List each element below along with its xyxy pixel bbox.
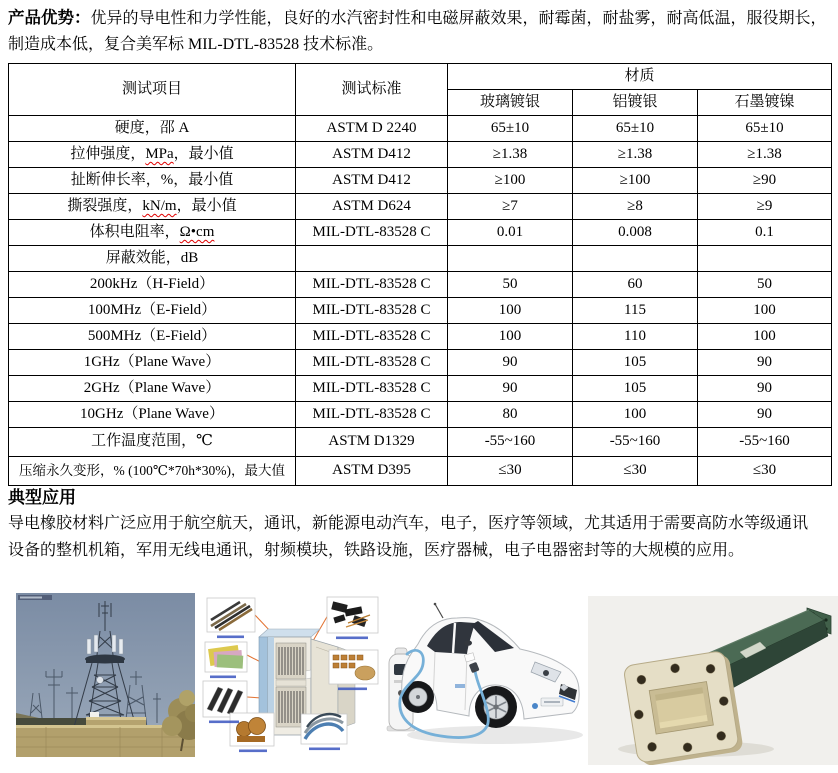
value-cell: ≥1.38 bbox=[448, 142, 573, 168]
ze-badge bbox=[455, 684, 465, 688]
table-row bbox=[9, 428, 832, 457]
test-item-cell: 体积电阻率，Ω•cm bbox=[9, 220, 296, 246]
material-graphite-nickel-header: 石墨镀镍 bbox=[698, 90, 832, 116]
value-cell: 80 bbox=[448, 402, 573, 428]
value-cell: 50 bbox=[698, 272, 832, 298]
value-cell: ≥100 bbox=[448, 168, 573, 194]
value-cell: ≤30 bbox=[448, 457, 573, 486]
value-cell: 90 bbox=[698, 376, 832, 402]
test-standard-cell: ASTM D 2240 bbox=[296, 116, 448, 142]
spec-table-body bbox=[9, 116, 832, 486]
value-cell: 60 bbox=[573, 272, 698, 298]
value-cell: 110 bbox=[573, 324, 698, 350]
value-cell: 65±10 bbox=[698, 116, 832, 142]
telecom-cabinet-diagram bbox=[202, 595, 383, 760]
electric-car-charging-photo bbox=[383, 592, 588, 760]
product-advantages-line1 bbox=[8, 5, 834, 32]
value-cell: 90 bbox=[448, 376, 573, 402]
value-cell: 100 bbox=[698, 298, 832, 324]
typical-applications-paragraph bbox=[8, 510, 834, 564]
value-cell: 90 bbox=[698, 350, 832, 376]
table-row bbox=[9, 376, 832, 402]
value-cell: 100 bbox=[448, 324, 573, 350]
value-cell: 115 bbox=[573, 298, 698, 324]
value-cell: ≤30 bbox=[698, 457, 832, 486]
table-row bbox=[9, 402, 832, 428]
table-row bbox=[9, 457, 832, 486]
value-cell: ≥7 bbox=[448, 194, 573, 220]
table-header-row-1 bbox=[9, 64, 832, 90]
test-item-cell: 撕裂强度，kN/m，最小值 bbox=[9, 194, 296, 220]
value-cell: ≥100 bbox=[573, 168, 698, 194]
test-item-cell: 拉伸强度，MPa，最小值 bbox=[9, 142, 296, 168]
value-cell: 50 bbox=[448, 272, 573, 298]
test-standard-cell: MIL-DTL-83528 C bbox=[296, 220, 448, 246]
test-standard-cell: MIL-DTL-83528 C bbox=[296, 350, 448, 376]
value-cell: 100 bbox=[573, 402, 698, 428]
typical-applications-heading: 典型应用 bbox=[8, 488, 76, 507]
table-row bbox=[9, 272, 832, 298]
value-cell bbox=[448, 246, 573, 272]
table-row bbox=[9, 298, 832, 324]
value-cell: -55~160 bbox=[698, 428, 832, 457]
communication-tower-photo bbox=[16, 593, 195, 757]
value-cell: ≥1.38 bbox=[698, 142, 832, 168]
test-standard-cell: MIL-DTL-83528 C bbox=[296, 298, 448, 324]
value-cell: 105 bbox=[573, 350, 698, 376]
test-item-cell: 工作温度范围，℃ bbox=[9, 428, 296, 457]
test-standard-cell: MIL-DTL-83528 C bbox=[296, 324, 448, 350]
fog-lamp bbox=[532, 703, 538, 709]
table-row bbox=[9, 142, 832, 168]
test-item-cell: 硬度，邵 A bbox=[9, 116, 296, 142]
value-cell: 0.01 bbox=[448, 220, 573, 246]
value-cell: 100 bbox=[698, 324, 832, 350]
table-row bbox=[9, 220, 832, 246]
value-cell: 0.1 bbox=[698, 220, 832, 246]
table-row bbox=[9, 168, 832, 194]
value-cell bbox=[698, 246, 832, 272]
table-row bbox=[9, 324, 832, 350]
test-item-cell: 200kHz（H-Field） bbox=[9, 272, 296, 298]
test-item-cell: 2GHz（Plane Wave） bbox=[9, 376, 296, 402]
material-header: 材质 bbox=[448, 64, 832, 90]
test-item-cell: 500MHz（E-Field） bbox=[9, 324, 296, 350]
value-cell: ≥9 bbox=[698, 194, 832, 220]
test-item-cell: 压缩永久变形，% (100℃*70h*30%)，最大值 bbox=[9, 457, 296, 486]
value-cell: 100 bbox=[448, 298, 573, 324]
test-standard-cell bbox=[296, 246, 448, 272]
test-item-cell: 1GHz（Plane Wave） bbox=[9, 350, 296, 376]
test-item-cell: 100MHz（E-Field） bbox=[9, 298, 296, 324]
product-advantages-label: 产品优势： bbox=[8, 8, 91, 27]
value-cell: -55~160 bbox=[448, 428, 573, 457]
test-standard-cell: ASTM D395 bbox=[296, 457, 448, 486]
test-standard-cell: MIL-DTL-83528 C bbox=[296, 376, 448, 402]
test-standard-cell: ASTM D412 bbox=[296, 142, 448, 168]
near-flange bbox=[623, 650, 744, 765]
material-glass-silver-header: 玻璃镀银 bbox=[448, 90, 573, 116]
side-mirror bbox=[464, 640, 472, 646]
material-aluminum-silver-header: 铝镀银 bbox=[573, 90, 698, 116]
test-item-cell: 屏蔽效能，dB bbox=[9, 246, 296, 272]
table-row bbox=[9, 194, 832, 220]
test-item-header: 测试项目 bbox=[9, 64, 296, 116]
value-cell bbox=[573, 246, 698, 272]
product-advantages-line2: 制造成本低，复合美军标 MIL-DTL-83528 技术标准。 bbox=[8, 36, 384, 53]
value-cell: 90 bbox=[698, 402, 832, 428]
table-row bbox=[9, 246, 832, 272]
test-item-cell: 10GHz（Plane Wave） bbox=[9, 402, 296, 428]
value-cell: 105 bbox=[573, 376, 698, 402]
value-cell: 65±10 bbox=[573, 116, 698, 142]
product-advantages-text1: 优异的导电性和力学性能，良好的水汽密封性和电磁屏蔽效果，耐霉菌，耐盐雾，耐高低温，服役期长， bbox=[90, 10, 827, 27]
photo-watermark bbox=[18, 595, 52, 600]
microwave-dish bbox=[97, 677, 104, 684]
test-standard-cell: ASTM D412 bbox=[296, 168, 448, 194]
table-row bbox=[9, 350, 832, 376]
typical-applications-line1: 导电橡胶材料广泛应用于航空航天，通讯，新能源电动汽车，电子，医疗等领域，尤其适用于需要高防水等级通讯 bbox=[8, 515, 809, 532]
test-standard-header: 测试标准 bbox=[296, 64, 448, 116]
value-cell: 0.008 bbox=[573, 220, 698, 246]
value-cell: ≥1.38 bbox=[573, 142, 698, 168]
value-cell: ≥90 bbox=[698, 168, 832, 194]
value-cell: 65±10 bbox=[448, 116, 573, 142]
test-item-cell: 扯断伸长率，%，最小值 bbox=[9, 168, 296, 194]
spec-table bbox=[8, 63, 832, 486]
test-standard-cell: MIL-DTL-83528 C bbox=[296, 272, 448, 298]
platform-deck bbox=[86, 659, 124, 663]
waveguide-component-photo bbox=[588, 596, 838, 765]
test-standard-cell: MIL-DTL-83528 C bbox=[296, 402, 448, 428]
value-cell: ≤30 bbox=[573, 457, 698, 486]
value-cell: -55~160 bbox=[573, 428, 698, 457]
value-cell: ≥8 bbox=[573, 194, 698, 220]
table-row bbox=[9, 116, 832, 142]
test-standard-cell: ASTM D1329 bbox=[296, 428, 448, 457]
test-standard-cell: ASTM D624 bbox=[296, 194, 448, 220]
value-cell: 90 bbox=[448, 350, 573, 376]
typical-applications-line2: 设备的整机机箱，军用无线电通讯，射频模块，铁路设施，医疗器械，电子电器密封等的大规模的应用。 bbox=[8, 542, 745, 559]
product-advantages-paragraph bbox=[8, 5, 834, 58]
